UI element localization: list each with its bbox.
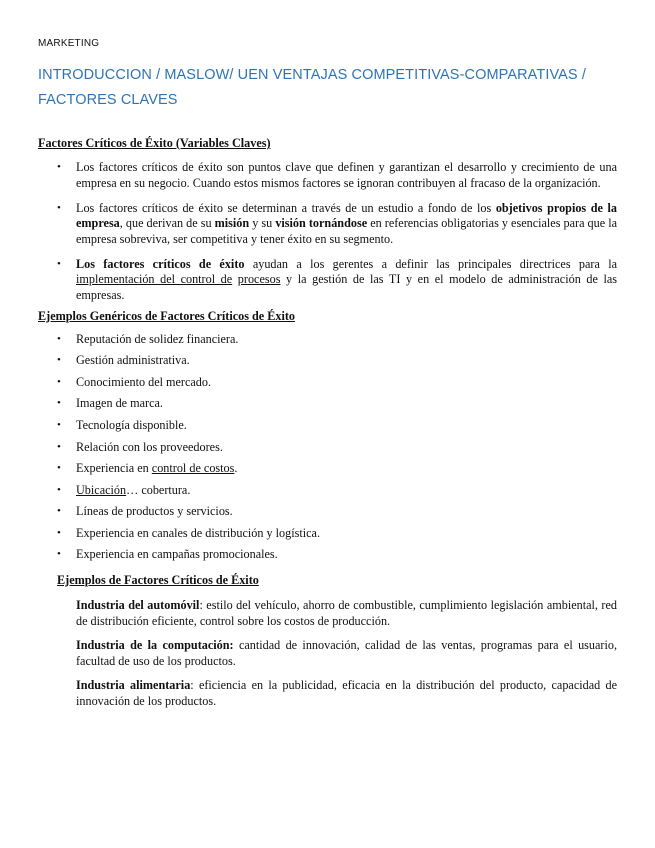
bullet-icon: •: [57, 161, 61, 173]
bold-text: visión tornándose: [275, 216, 368, 231]
list-item-text: … cobertura.: [126, 482, 191, 497]
bullet-icon: •: [57, 483, 61, 496]
list-item-text: Reputación de solidez financiera.: [76, 331, 239, 346]
paragraph-text: y su: [249, 216, 276, 231]
example-label: Industria de la computación:: [76, 638, 234, 653]
list-item: [38, 375, 617, 391]
factores-list: [38, 160, 617, 304]
example-text: cantidad de innovación, calidad de las ventas, programas para el usuario, facultad de uso de los productos.: [76, 638, 618, 668]
example-paragraph: [76, 638, 617, 669]
example-paragraph: [76, 678, 617, 709]
bullet-icon: •: [57, 354, 61, 367]
page-title: INTRODUCCION / MASLOW/ UEN VENTAJAS COMPETITIVAS-COMPARATIVAS / FACTORES CLAVES: [38, 67, 586, 108]
example-label: Industria alimentaria: [76, 678, 191, 693]
section-heading-ejemplos: Ejemplos de Factores Críticos de Éxito: [57, 573, 259, 588]
link-ubicacion[interactable]: Ubicación: [76, 482, 127, 497]
list-item-text: Conocimiento del mercado.: [76, 374, 212, 389]
list-item-text: Experiencia en canales de distribución y logística.: [76, 525, 320, 540]
bullet-icon: •: [57, 548, 61, 561]
link-control-de-costos[interactable]: control de costos: [151, 461, 235, 476]
list-item: [38, 332, 617, 348]
paragraph-text: y la gestión de las TI y en el modelo de administración de las empresas.: [76, 272, 618, 302]
example-label: Industria del automóvil: [76, 598, 200, 613]
list-item-text: Relación con los proveedores.: [76, 439, 223, 454]
list-item: [38, 353, 617, 369]
bullet-icon: •: [57, 201, 61, 214]
list-item: [38, 418, 617, 434]
paragraph-text: Los factores críticos de éxito son puntos clave que definen y garantizan el desarrollo y crecimiento de una empresa en su negocio. Cuando estos mismos factores se ignoran contribuyen al fracaso de la organización.: [76, 160, 617, 190]
link-procesos[interactable]: procesos: [237, 272, 281, 287]
list-item-text: Tecnología disponible.: [76, 417, 187, 432]
list-item-text: Experiencia en: [76, 461, 152, 476]
paragraph-text: Los factores críticos de éxito se determinan a través de un estudio a fondo de los: [76, 200, 496, 215]
list-item: [38, 201, 617, 248]
bullet-icon: •: [57, 440, 61, 453]
example-paragraph: [76, 598, 617, 629]
list-item-text: .: [234, 461, 238, 476]
paragraph-text: ayudan a los gerentes a definir las principales directrices para la: [244, 256, 617, 271]
list-item: [38, 483, 617, 499]
list-item-text: Experiencia en campañas promocionales.: [76, 547, 278, 562]
bold-text: misión: [214, 216, 250, 231]
list-item-text: Imagen de marca.: [76, 396, 163, 411]
bold-text: Los factores críticos de éxito: [76, 256, 245, 271]
list-item: [38, 257, 617, 304]
bullet-icon: •: [57, 332, 61, 345]
generic-factors-list: [38, 332, 617, 564]
bullet-icon: •: [57, 375, 61, 388]
example-text: : estilo del vehículo, ahorro de combustible, cumplimiento legislación ambiental, red de distribución eficiente, control sobre los costos de producción.: [76, 598, 617, 628]
bullet-icon: •: [57, 462, 61, 475]
list-item: [38, 396, 617, 412]
list-item-text: Gestión administrativa.: [76, 353, 190, 368]
paragraph-text: en referencias obligatorias y esenciales para que la empresa sobreviva, ser competitiva y tener éxito en su segmento.: [76, 216, 617, 246]
list-item: [38, 504, 617, 520]
list-item: [38, 526, 617, 542]
header-label: MARKETING: [38, 38, 100, 49]
bullet-icon: •: [57, 526, 61, 539]
bullet-icon: •: [57, 257, 61, 270]
bullet-icon: •: [57, 505, 61, 518]
list-item-text: Líneas de productos y servicios.: [76, 504, 233, 519]
list-item: [38, 547, 617, 563]
link-implementacion[interactable]: implementación del control de: [76, 272, 233, 287]
paragraph-text: , que derivan de su: [119, 216, 215, 231]
bullet-icon: •: [57, 397, 61, 410]
list-item: [38, 440, 617, 456]
bullet-icon: •: [57, 418, 61, 431]
bold-text: objetivos propios de la empresa: [76, 200, 617, 231]
section-heading-factores-criticos: Factores Críticos de Éxito (Variables Claves): [38, 136, 271, 150]
list-item: [38, 461, 617, 477]
example-text: : eficiencia en la publicidad, eficacia en la distribución del producto, capacidad de innovación de los productos.: [76, 678, 617, 709]
list-item: [38, 160, 617, 191]
section-heading-ejemplos-genericos: Ejemplos Genéricos de Factores Críticos de Éxito: [38, 308, 296, 323]
